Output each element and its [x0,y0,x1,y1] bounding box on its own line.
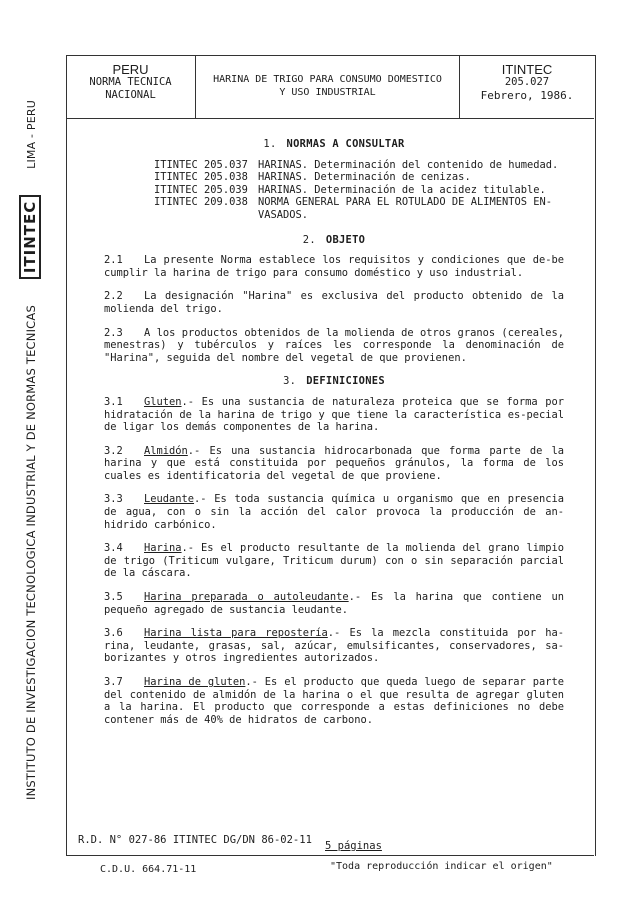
defined-term: Almidón [144,444,188,457]
reference-code: ITINTEC 205.037 [154,158,248,171]
defined-term: Harina lista para repostería [144,627,328,640]
itintec-logo: ITINTEC [19,195,41,279]
norm-number: 205.027 [504,76,550,88]
definition-3-3 [104,493,564,531]
header-title-cell [196,55,460,118]
reference-title: HARINAS. Determinación del contenido de humedad. [258,158,559,171]
section-number: 3. [283,375,297,388]
defined-term: Harina [144,542,182,555]
paragraph-text: A los productos obtenidos de la molienda de otros granos (cereales, menestras) y tubérculos y raíces les corresponde la denominación de "Harina", seguida del nombre del vegetal de que provienen. [104,326,564,364]
header-itintec: ITINTEC [501,62,553,77]
definition-text: .- Es el producto que queda luego de separar parte del contenido de almidón de la harina o el que resulta de agregar gluten a la harina. El producto que corresponde a estas definiciones no debe contener más de 40% de hidratos de carbono. [104,676,564,726]
defined-term: Leudante [144,493,195,506]
paragraph-2-2 [104,290,564,315]
section-title: OBJETO [325,233,366,246]
defined-term: Harina de gluten [144,676,246,688]
sidebar-vertical-text [10,55,50,845]
cdu-code: C.D.U. 664.71-11 [100,864,197,875]
section-heading-objeto [104,234,564,247]
definition-text: .- Es la harina que contiene un pequeño agregado de sustancia leudante. [104,591,564,616]
paragraph-2-3 [104,327,564,365]
reference-code: ITINTEC 205.039 [154,183,248,196]
paragraph-text: La presente Norma establece los requisitos y condiciones que de-be cumplir la harina de trigo para consumo doméstico y uso industrial. [104,254,564,279]
document-header [66,55,594,119]
header-norma-tecnica: NORMA TECNICA [89,76,172,88]
paragraph-number: 3.4 [104,542,123,555]
header-nacional: NACIONAL [105,89,156,101]
section-title: DEFINICIONES [306,375,385,388]
header-country: PERU [112,62,149,77]
header-left-cell [66,55,196,118]
paragraph-text: La designación "Harina" es exclusiva del producto obtenido de la molienda del trigo. [104,290,564,315]
definition-text: .- Es la mezcla constituida por ha-rina, leudante, grasas, sal, azúcar, emulsificantes, conservadores, sa-borizantes y otros ingredientes autorizados. [104,627,564,665]
document-title-line1: HARINA DE TRIGO PARA CONSUMO DOMESTICO [213,74,442,85]
reference-row [154,184,564,197]
paragraph-number: 3.1 [104,395,123,408]
paragraph-number: 2.1 [104,254,123,267]
definition-3-6 [104,627,564,665]
resolution-reference: R.D. N° 027-86 ITINTEC DG/DN 86-02-11 [78,834,312,846]
references-list [154,159,564,222]
definition-3-1 [104,396,564,434]
reproduction-notice: "Toda reproducción indicar el origen" [330,861,553,872]
section-number: 1. [263,138,277,150]
paragraph-number: 3.7 [104,676,123,688]
defined-term: Gluten [144,395,182,408]
reference-row [154,196,564,221]
footer-divider [66,855,594,856]
paragraph-number: 2.2 [104,290,123,303]
norm-date: Febrero, 1986. [480,89,574,102]
paragraph-2-1 [104,254,564,279]
definition-text: .- Es una sustancia de naturaleza proteica que se forma por hidratación de la harina de trigo y que tiene la característica es-pecial de ligar los demás componentes de la harina. [104,395,564,434]
definition-3-5 [104,591,564,616]
paragraph-number: 3.2 [104,444,123,457]
defined-term: Harina preparada o autoleudante [144,591,349,604]
section-number: 2. [302,233,316,246]
paragraph-number: 3.3 [104,493,123,506]
section-heading-normas [104,138,564,151]
reference-title: NORMA GENERAL PARA EL ROTULADO DE ALIMENTOS EN-VASADOS. [258,196,553,221]
page-count: 5 páginas [325,840,382,852]
paragraph-number: 3.6 [104,627,123,640]
section-title: NORMAS A CONSULTAR [286,138,405,150]
reference-title: HARINAS. Determinación de la acidez titulable. [258,183,546,196]
definition-3-2 [104,445,564,483]
section-heading-definiciones [104,375,564,388]
definition-3-4 [104,542,564,580]
reference-code: ITINTEC 209.038 [154,196,248,209]
sidebar-lima-peru: LIMA - PERU [25,100,38,169]
document-body [104,138,564,737]
sidebar-institute: INSTITUTO DE INVESTIGACION TECNOLOGICA INDUSTRIAL Y DE NORMAS TECNICAS [24,305,38,800]
header-right-cell [460,55,594,118]
reference-code: ITINTEC 205.038 [154,171,248,184]
reference-row [154,171,564,184]
paragraph-number: 2.3 [104,326,123,339]
definition-text: .- Es una sustancia hidrocarbonada que forma parte de la harina y que está constituida por pequeños gránulos, la forma de los cuales es identificatoria del vegetal de que proviene. [104,444,564,482]
paragraph-number: 3.5 [104,591,123,604]
reference-title: HARINAS. Determinación de cenizas. [258,171,471,184]
definition-text: .- Es toda sustancia química u organismo que en presencia de agua, con o sin la acción del calor provoca la producción de an-hidrido carbónico. [104,493,564,531]
definition-3-7 [104,676,564,726]
reference-row [154,159,564,172]
document-title-line2: Y USO INDUSTRIAL [279,87,376,98]
definition-text: .- Es el producto resultante de la molienda del grano limpio de trigo (Triticum vulgare, Triticum durum) con o sin separación parcial de la cáscara. [104,542,564,580]
